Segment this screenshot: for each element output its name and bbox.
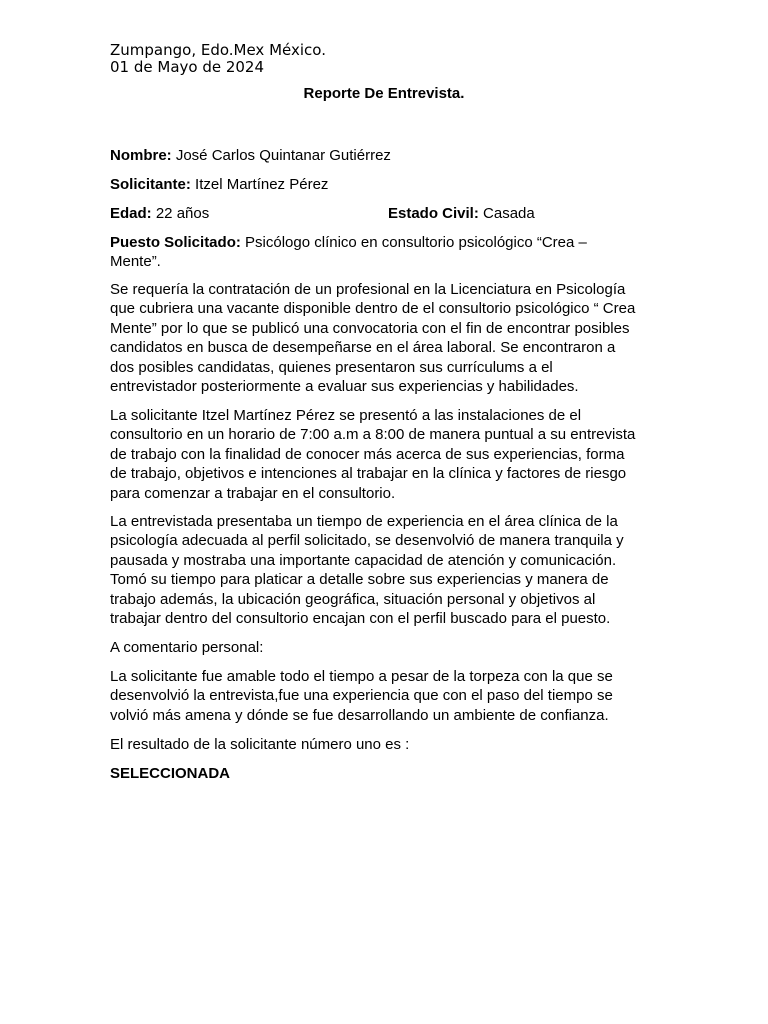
paragraph-line: pausada y mostraba una importante capacidad de atención y comunicación. <box>110 551 617 569</box>
paragraph-line: de trabajo, objetivos e intenciones al trabajar en la clínica y factores de riesgo <box>110 465 627 483</box>
paragraph-line: para comenzar a trabajar en el consultorio. <box>110 484 396 502</box>
paragraph-comentario-heading <box>110 638 660 657</box>
paragraph-line: La solicitante fue amable todo el tiempo a pesar de la torpeza con la que se <box>110 668 613 685</box>
paragraph-convocatoria <box>110 280 660 396</box>
document-header <box>110 42 326 76</box>
edad-label: Edad: <box>110 205 152 222</box>
estado-civil-label: Estado Civil: <box>388 205 479 222</box>
paragraph-line: trabajo además, la ubicación geográfica, situación personal y objetivos al <box>110 590 596 608</box>
solicitante-value: Itzel Martínez Pérez <box>190 176 329 193</box>
paragraph-line: de trabajo con la finalidad de conocer más acerca de sus experiencias, forma <box>110 445 625 463</box>
paragraph-line: trabajar dentro del consultorio encajan con el perfil buscado para el puesto. <box>110 610 611 628</box>
field-estado-civil <box>388 204 535 223</box>
paragraph-line: desenvolvió la entrevista,fue una experiencia que con el paso del tiempo se <box>110 687 613 705</box>
paragraph-line: candidatos en busca de desempeñarse en el área laboral. Se encontraron a <box>110 339 616 357</box>
field-edad <box>110 204 209 223</box>
paragraph-line: volvió más amena y dónde se fue desarrollando un ambiente de confianza. <box>110 706 609 724</box>
paragraph-line: El resultado de la solicitante número uno es : <box>110 736 410 753</box>
paragraph-line: A comentario personal: <box>110 639 264 656</box>
puesto-value-part-1: Psicólogo clínico en consultorio psicológico “Crea – <box>240 234 587 251</box>
paragraph-line: que cubriera una vacante disponible dentro de el consultorio psicológico “ Crea <box>110 300 636 318</box>
paragraph-line: consultorio en un horario de 7:00 a.m a 8:00 de manera puntual a su entrevista <box>110 426 636 444</box>
date-line: 01 de Mayo de 2024 <box>110 58 265 76</box>
paragraph-evaluacion <box>110 512 660 628</box>
solicitante-label: Solicitante: <box>110 176 191 193</box>
paragraph-presentacion <box>110 406 660 503</box>
puesto-label: Puesto Solicitado: <box>110 234 241 251</box>
document-title: Reporte De Entrevista. <box>303 85 465 102</box>
paragraph-line: Se requería la contratación de un profesional en la Licenciatura en Psicología <box>110 281 626 298</box>
edad-value: 22 años <box>151 205 210 222</box>
puesto-value-part-2: Mente”. <box>110 253 161 271</box>
nombre-label: Nombre: <box>110 147 172 164</box>
paragraph-comentario <box>110 667 660 725</box>
paragraph-line: La entrevistada presentaba un tiempo de experiencia en el área clínica de la <box>110 513 618 530</box>
paragraph-line: entrevistador posteriormente a evaluar sus experiencias y habilidades. <box>110 378 579 396</box>
nombre-value: José Carlos Quintanar Gutiérrez <box>171 147 391 164</box>
paragraph-resultado <box>110 735 660 754</box>
paragraph-line: La solicitante Itzel Martínez Pérez se presentó a las instalaciones de el <box>110 407 582 424</box>
field-nombre <box>110 146 391 165</box>
estado-civil-value: Casada <box>478 205 535 222</box>
field-solicitante <box>110 175 328 194</box>
location-line: Zumpango, Edo.Mex México. <box>110 41 326 59</box>
field-puesto-solicitado <box>110 233 660 272</box>
paragraph-line: Mente” por lo que se publicó una convocatoria con el fin de encontrar posibles <box>110 319 630 337</box>
paragraph-line: psicología adecuada al perfil solicitado, se desenvolvió de manera tranquila y <box>110 532 624 550</box>
paragraph-line: dos posibles candidatas, quienes presentaron sus currículums a el <box>110 358 553 376</box>
resultado-seleccionada <box>110 764 660 783</box>
result-value: SELECCIONADA <box>110 765 231 782</box>
puesto-line-1 <box>110 233 660 252</box>
paragraph-line: Tomó su tiempo para platicar a detalle sobre sus experiencias y manera de <box>110 571 609 589</box>
